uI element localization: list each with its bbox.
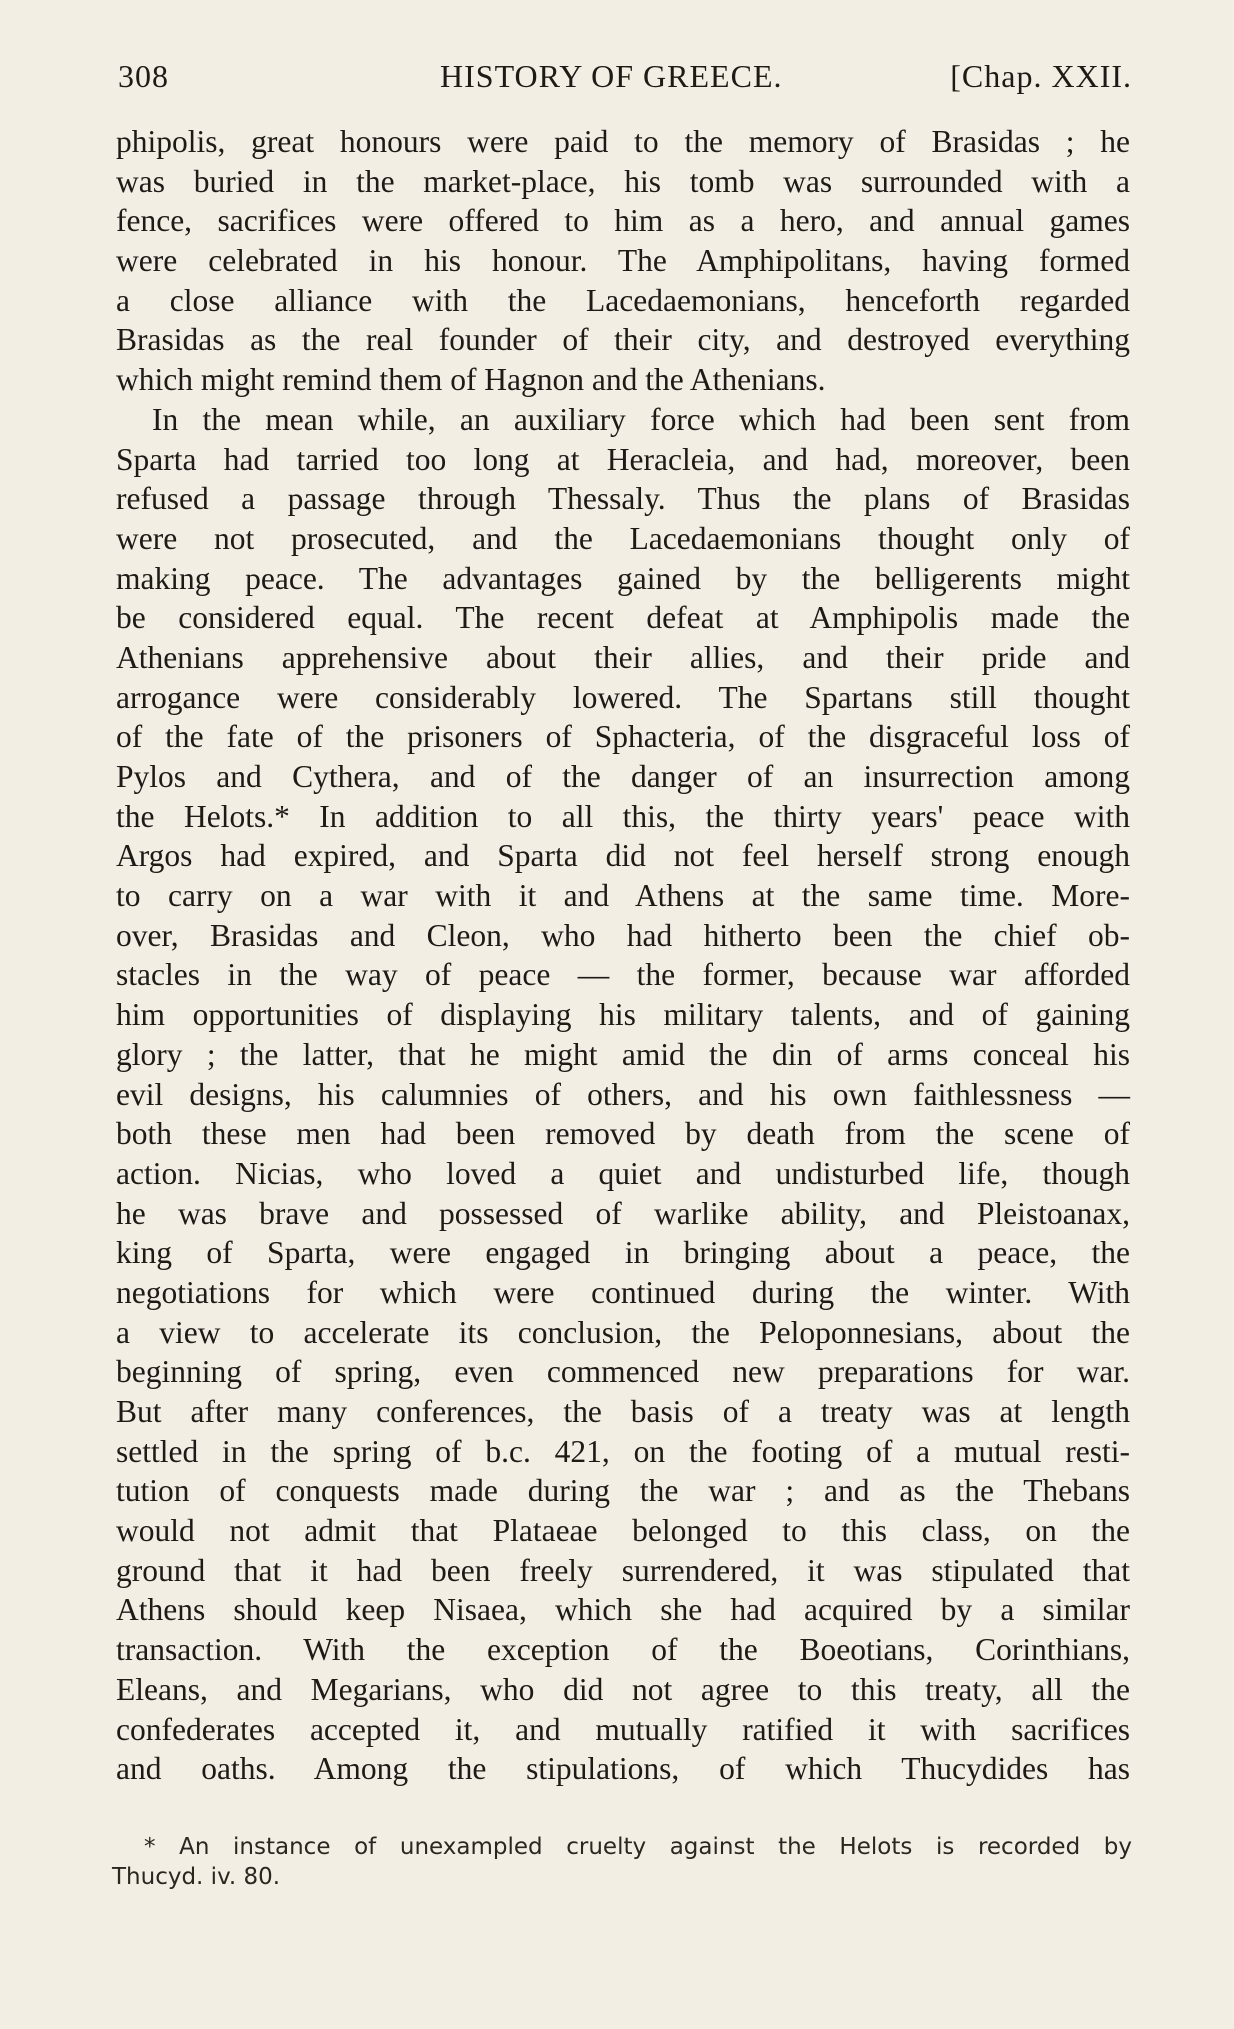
text-line: evil designs, his calumnies of others, and his own faithlessness — (116, 1076, 1130, 1112)
text-line: refused a passage through Thessaly. Thus the plans of Brasidas (116, 481, 1130, 517)
text-line: which might remind them of Hagnon and the Athenians. (116, 362, 826, 398)
body-text (116, 122, 1130, 1789)
text-line: In the mean while, an auxiliary force which had been sent from (152, 401, 1130, 437)
text-line: arrogance were considerably lowered. The Spartans still thought (116, 679, 1130, 715)
text-line: the Helots.* In addition to all this, the thirty years' peace with (116, 798, 1130, 834)
text-line: Pylos and Cythera, and of the danger of an insurrection among (116, 759, 1130, 794)
text-line: ground that it had been freely surrendered, it was stipulated that (116, 1552, 1130, 1588)
text-line: Sparta had tarried too long at Heracleia, and had, moreover, been (116, 441, 1130, 477)
page-number: 308 (118, 58, 169, 94)
text-line: settled in the spring of b.c. 421, on the footing of a mutual resti- (116, 1433, 1130, 1469)
text-line: and oaths. Among the stipulations, of which Thucydides has (116, 1751, 1130, 1787)
book-title: HISTORY OF GREECE. (440, 58, 783, 94)
text-line: Argos had expired, and Sparta did not feel herself strong enough (116, 838, 1130, 874)
text-line: Eleans, and Megarians, who did not agree to this treaty, all the (116, 1671, 1130, 1707)
text-line: transaction. With the exception of the Boeotians, Corinthians, (116, 1632, 1130, 1668)
text-line: tution of conquests made during the war ; and as the Thebans (116, 1473, 1130, 1509)
text-line: to carry on a war with it and Athens at the same time. More- (116, 878, 1130, 914)
text-line: fence, sacrifices were offered to him as a hero, and annual games (116, 203, 1130, 239)
text-line: both these men had been removed by death from the scene of (116, 1116, 1130, 1152)
text-line: king of Sparta, were engaged in bringing about a peace, the (116, 1235, 1130, 1271)
text-line: would not admit that Plataeae belonged to this class, on the (116, 1513, 1130, 1549)
text-line: over, Brasidas and Cleon, who had hitherto been the chief ob- (116, 917, 1130, 953)
text-line: beginning of spring, even commenced new preparations for war. (116, 1354, 1130, 1390)
text-line: Athenians apprehensive about their allies, and their pride and (116, 639, 1130, 675)
text-line: of the fate of the prisoners of Sphacteria, of the disgraceful loss of (116, 719, 1130, 755)
text-line: was buried in the market-place, his tomb was surrounded with a (116, 163, 1130, 199)
footnote-line: Thucyd. iv. 80. (112, 1864, 281, 1890)
text-line: confederates accepted it, and mutually ratified it with sacrifices (116, 1711, 1130, 1747)
text-line: Athens should keep Nisaea, which she had acquired by a similar (116, 1592, 1130, 1628)
text-line: he was brave and possessed of warlike ability, and Pleistoanax, (116, 1195, 1130, 1231)
text-line: glory ; the latter, that he might amid the din of arms conceal his (116, 1036, 1130, 1072)
running-head (118, 58, 1132, 102)
footnote-line: * An instance of unexampled cruelty against the Helots is recorded by (144, 1834, 1132, 1860)
text-line: be considered equal. The recent defeat at Amphipolis made the (116, 600, 1130, 636)
text-line: a view to accelerate its conclusion, the Peloponnesians, about the (116, 1314, 1130, 1350)
text-line: were celebrated in his honour. The Amphipolitans, having formed (116, 243, 1130, 279)
text-line: were not prosecuted, and the Lacedaemonians thought only of (116, 520, 1130, 556)
text-line: action. Nicias, who loved a quiet and undisturbed life, though (116, 1155, 1130, 1191)
text-line: Brasidas as the real founder of their city, and destroyed everything (116, 322, 1130, 358)
text-line: making peace. The advantages gained by the belligerents might (116, 560, 1130, 596)
text-line: phipolis, great honours were paid to the memory of Brasidas ; he (116, 124, 1130, 159)
text-line: negotiations for which were continued during the winter. With (116, 1274, 1130, 1310)
text-line: stacles in the way of peace — the former, because war afforded (116, 957, 1130, 993)
text-line: him opportunities of displaying his military talents, and of gaining (116, 997, 1130, 1033)
chapter-label: [Chap. XXII. (950, 58, 1132, 94)
text-line: a close alliance with the Lacedaemonians, henceforth regarded (116, 282, 1130, 318)
footnote (112, 1832, 1132, 1892)
text-line: But after many conferences, the basis of a treaty was at length (116, 1394, 1130, 1429)
